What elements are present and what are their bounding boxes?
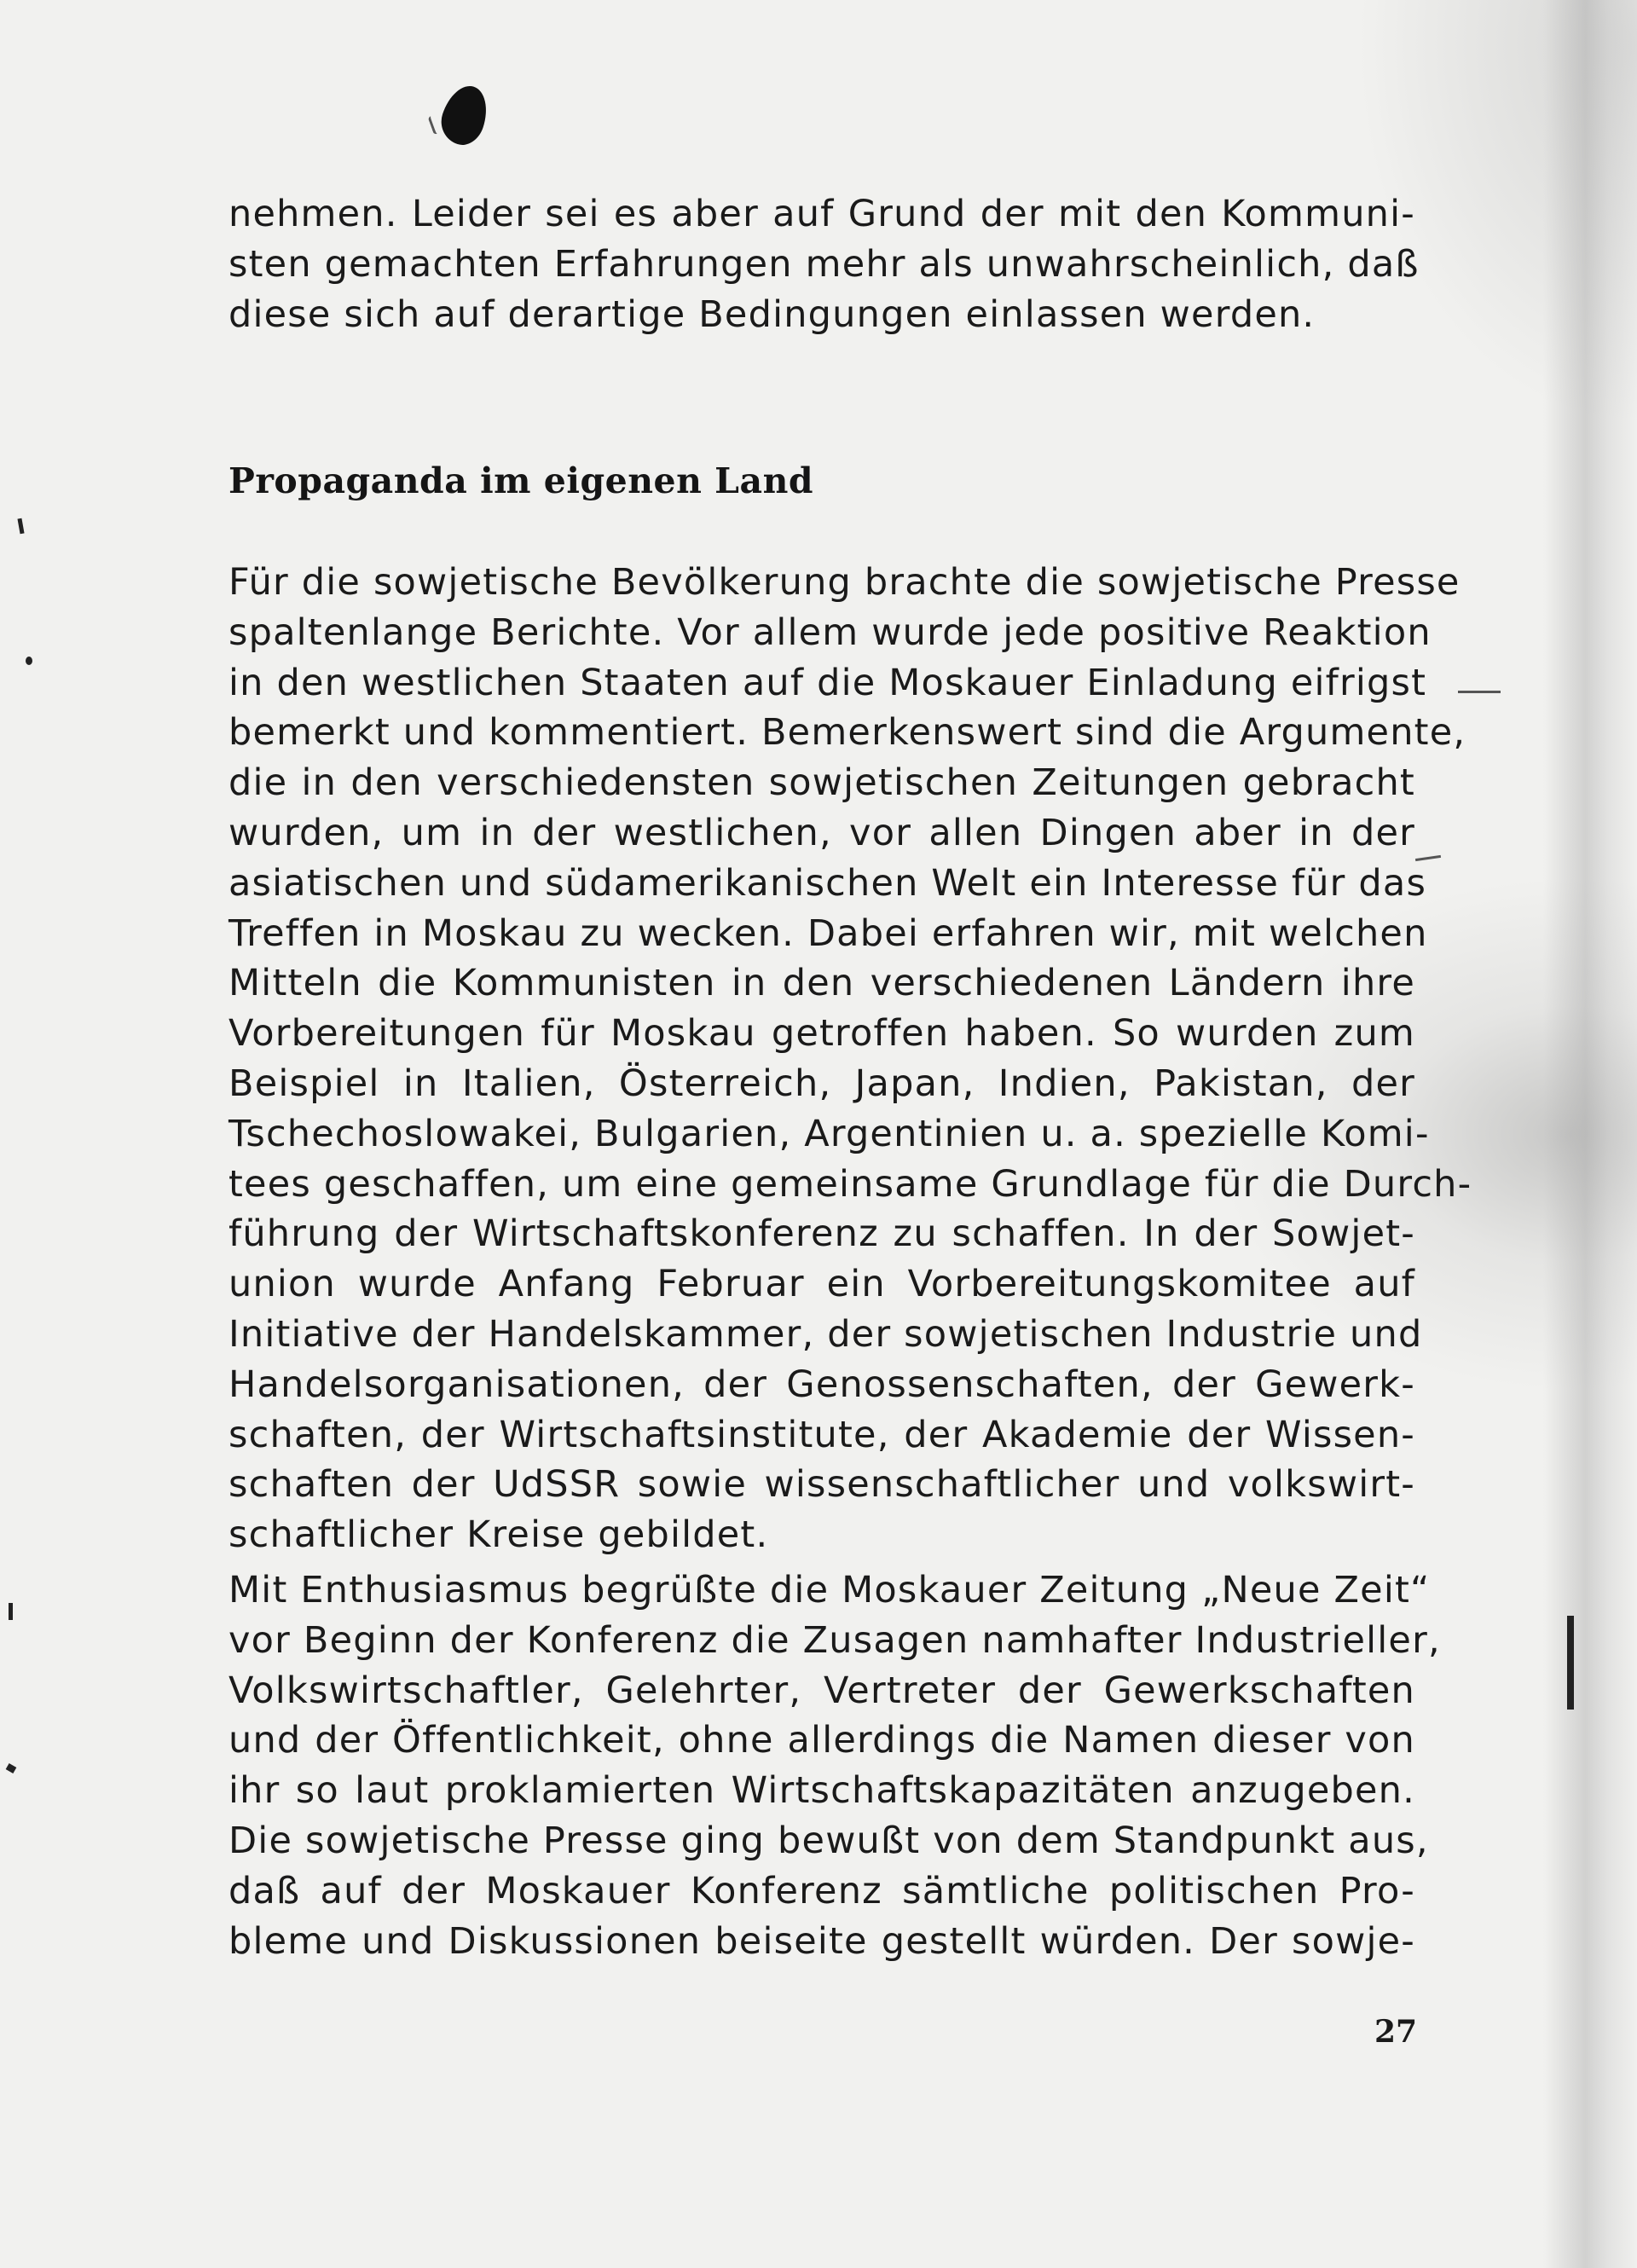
text-line: Mitteln die Kommunisten in den verschiedenen Ländern ihre [228,962,1415,1005]
text-line: schaften der UdSSR sowie wissenschaftlicher und volkswirt- [228,1463,1415,1507]
paragraph-1 [228,558,1472,1560]
text-line: Vorbereitungen für Moskau getroffen haben. So wurden zum [228,1012,1415,1056]
text-line: ihr so laut proklamierten Wirtschaftskapazitäten anzugeben. [228,1769,1415,1813]
text-line: asiatischen und südamerikanischen Welt ein Interesse für das [228,861,1427,905]
margin-bar [1567,1616,1574,1710]
margin-dash [1458,691,1501,693]
text-line: bemerkt und kommentiert. Bemerkenswert sind die Argumente, [228,711,1466,755]
text-line: Die sowjetische Presse ging bewußt von dem Standpunkt aus, [228,1819,1429,1862]
text-line: Treffen in Moskau zu wecken. Dabei erfahren wir, mit welchen [228,911,1428,955]
text-line: sten gemachten Erfahrungen mehr als unwahrscheinlich, daß [228,242,1420,286]
text-line: Volkswirtschaftler, Gelehrter, Vertreter der Gewerkschaften [228,1669,1415,1712]
text-line: schaften, der Wirtschaftsinstitute, der Akademie der Wissen- [228,1413,1415,1456]
paragraph-2 [228,1565,1441,1966]
text-line: Tschechoslowakei, Bulgarien, Argentinien u. a. spezielle Komi- [228,1112,1430,1155]
margin-mark [9,1603,13,1620]
text-line: führung der Wirtschaftskonferenz zu schaffen. In der Sowjet- [228,1212,1415,1256]
text-line: diese sich auf derartige Bedingungen einlassen werden. [228,292,1316,336]
text-line: Beispiel in Italien, Österreich, Japan, Indien, Pakistan, der [228,1062,1415,1105]
text-line: spaltenlange Berichte. Vor allem wurde jede positive Reaktion [228,610,1432,654]
page-number: 27 [1374,2014,1418,2050]
text-line: Mit Enthusiasmus begrüßte die Moskauer Zeitung „Neue Zeit“ [228,1569,1431,1611]
text-line: vor Beginn der Konferenz die Zusagen namhafter Industrieller, [228,1618,1441,1662]
text-line: bleme und Diskussionen beiseite gestellt würden. Der sowje- [228,1919,1415,1963]
text-line: union wurde Anfang Februar ein Vorbereitungskomitee auf [228,1263,1415,1306]
text-line: Initiative der Handelskammer, der sowjetischen Industrie und [228,1312,1423,1356]
text-line: Für die sowjetische Bevölkerung brachte die sowjetische Presse [228,561,1461,604]
text-line: nehmen. Leider sei es aber auf Grund der mit den Kommuni- [228,193,1415,235]
text-line: tees geschaffen, um eine gemeinsame Grundlage für die Durch- [228,1162,1472,1206]
text-line: schaftlicher Kreise gebildet. [228,1513,769,1557]
section-heading: Propaganda im eigenen Land [228,460,814,501]
text-line: Handelsorganisationen, der Genossenschaften, der Gewerk- [228,1363,1415,1406]
text-line: und der Öffentlichkeit, ohne allerdings die Namen dieser von [228,1719,1415,1762]
text-line: die in den verschiedensten sowjetischen Zeitungen gebracht [228,761,1415,805]
text-line: wurden, um in der westlichen, vor allen Dingen aber in der [228,811,1415,854]
margin-mark [17,518,24,535]
ink-blot [435,80,494,150]
page-shadow-edge [1543,0,1637,2268]
continuation-paragraph [228,189,1420,339]
margin-mark [6,1763,17,1773]
text-line: daß auf der Moskauer Konferenz sämtliche politischen Pro- [228,1869,1415,1912]
margin-mark [26,657,32,665]
text-line: in den westlichen Staaten auf die Moskauer Einladung eifrigst [228,661,1427,704]
margin-dash [1415,855,1441,861]
